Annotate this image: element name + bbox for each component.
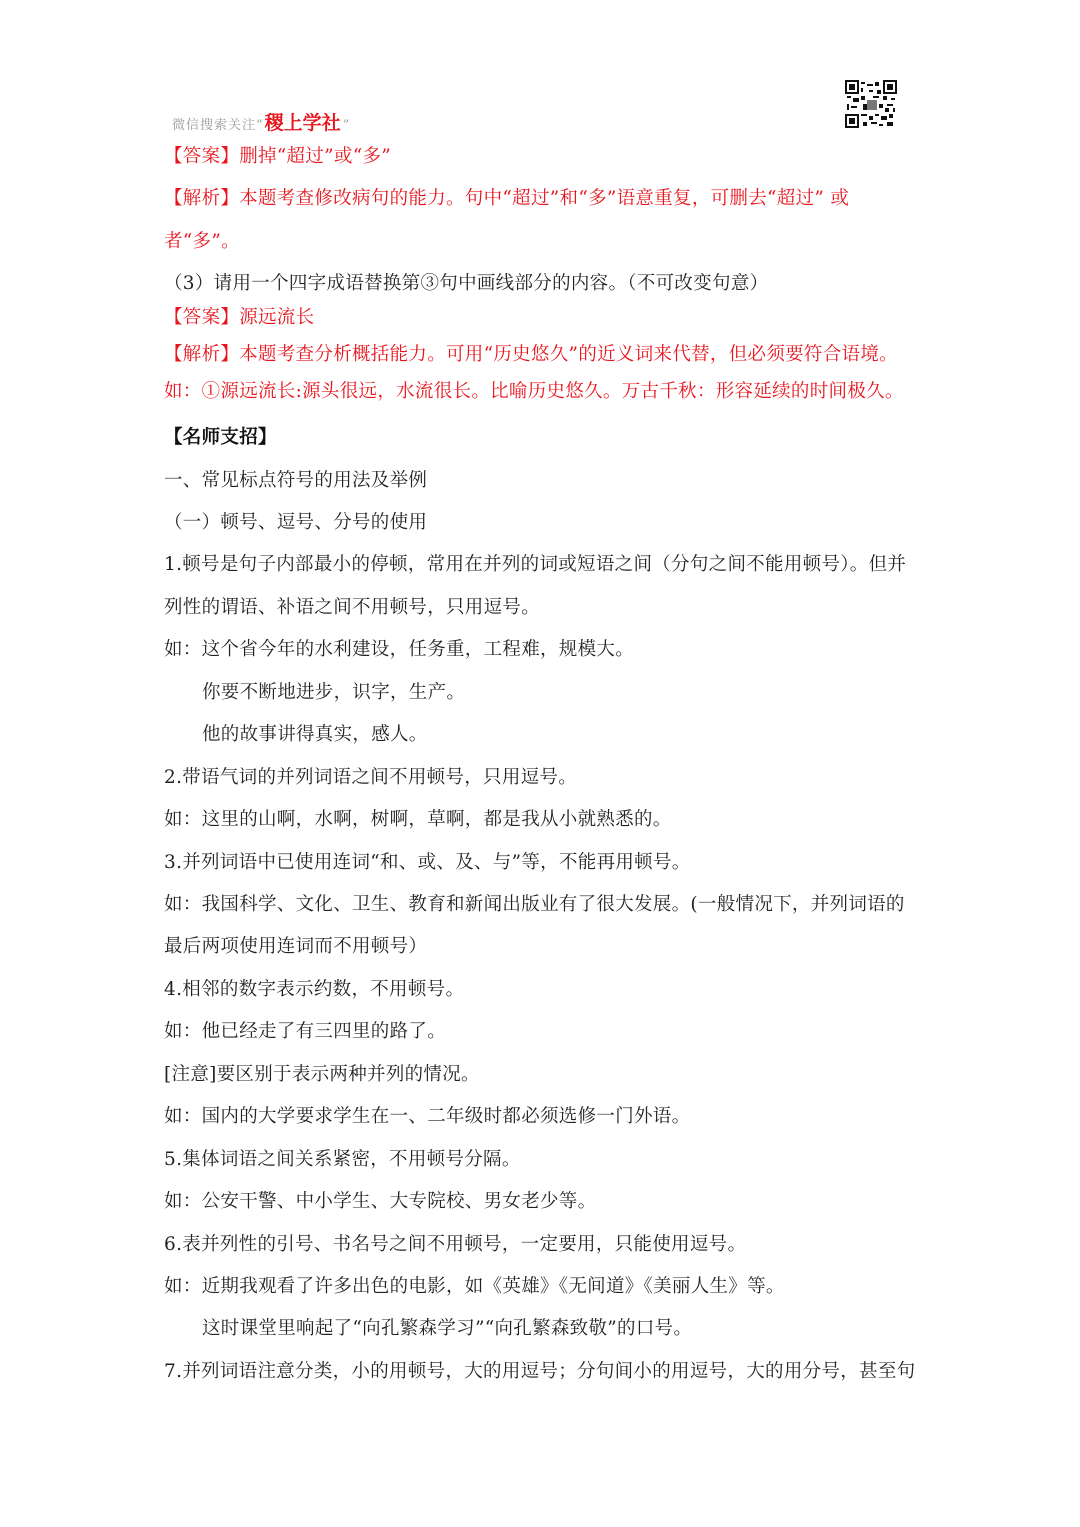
rule-2: 2.带语气词的并列词语之间不用顿号，只用逗号。 <box>164 767 578 788</box>
example-1c: 他的故事讲得真实，感人。 <box>202 724 428 745</box>
section-heading: 【名师支招】 <box>164 427 277 448</box>
header-open-quote: “ <box>256 118 263 133</box>
answer-line-2: 【答案】源远流长 <box>164 307 315 328</box>
rule-1: 1.顿号是句子内部最小的停顿，常用在并列的词或短语之间（分句之间不能用顿号）。但并 <box>164 554 907 575</box>
example-1: 如：这个省今年的水利建设，任务重，工程难，规模大。 <box>164 639 635 660</box>
rule-6: 6.表并列性的引号、书名号之间不用顿号，一定要用，只能使用逗号。 <box>164 1234 747 1255</box>
analysis-line-2-cont: 如：①源远流长:源头很远，水流很长。比喻历史悠久。万古千秋：形容延续的时间极久。 <box>164 381 904 402</box>
analysis-line-1-cont: 者“多”。 <box>164 231 240 252</box>
example-2: 如：这里的山啊，水啊，树啊，草啊，都是我从小就熟悉的。 <box>164 809 672 830</box>
example-3-cont: 最后两项使用连词而不用顿号） <box>164 936 428 957</box>
header-brand: 稷上学社 <box>264 112 341 134</box>
question-3: （3）请用一个四字成语替换第③句中画线部分的内容。（不可改变句意） <box>164 273 769 294</box>
answer-line-1: 【答案】删掉“超过”或“多” <box>164 146 392 167</box>
subheading-2: （一）顿号、逗号、分号的使用 <box>164 512 428 533</box>
rule-1-cont: 列性的谓语、补语之间不用顿号，只用逗号。 <box>164 597 541 618</box>
note-4: [注意]要区别于表示两种并列的情况。 <box>164 1064 480 1085</box>
example-3: 如：我国科学、文化、卫生、教育和新闻出版业有了很大发展。(一般情况下，并列词语的 <box>164 894 905 915</box>
example-4: 如：他已经走了有三四里的路了。 <box>164 1021 447 1042</box>
header-close-quote: ” <box>342 118 350 133</box>
example-4b: 如：国内的大学要求学生在一、二年级时都必须选修一门外语。 <box>164 1106 691 1127</box>
rule-5: 5.集体词语之间关系紧密，不用顿号分隔。 <box>164 1149 521 1170</box>
example-6b: 这时课堂里响起了“向孔繁森学习”“向孔繁森致敬”的口号。 <box>202 1318 693 1339</box>
analysis-line-2: 【解析】本题考查分析概括能力。可用“历史悠久”的近义词来代替，但必须要符合语境。 <box>164 344 898 365</box>
rule-7: 7.并列词语注意分类，小的用顿号，大的用逗号；分句间小的用逗号，大的用分号，甚至句 <box>164 1361 916 1382</box>
watermark-header <box>172 108 349 136</box>
example-5: 如：公安干警、中小学生、大专院校、男女老少等。 <box>164 1191 597 1212</box>
header-prefix: 微信搜索关注 <box>172 118 257 133</box>
qr-code-icon <box>845 80 897 128</box>
analysis-line-1: 【解析】本题考查修改病句的能力。句中“超过”和“多”语意重复，可删去“超过” 或 <box>164 188 850 209</box>
rule-4: 4.相邻的数字表示约数，不用顿号。 <box>164 979 465 1000</box>
example-1b: 你要不断地进步，识字，生产。 <box>202 682 466 703</box>
example-6: 如：近期我观看了许多出色的电影，如《英雄》《无间道》《美丽人生》等。 <box>164 1276 785 1297</box>
rule-3: 3.并列词语中已使用连词“和、或、及、与”等，不能再用顿号。 <box>164 852 691 873</box>
subheading-1: 一、常见标点符号的用法及举例 <box>164 470 428 491</box>
